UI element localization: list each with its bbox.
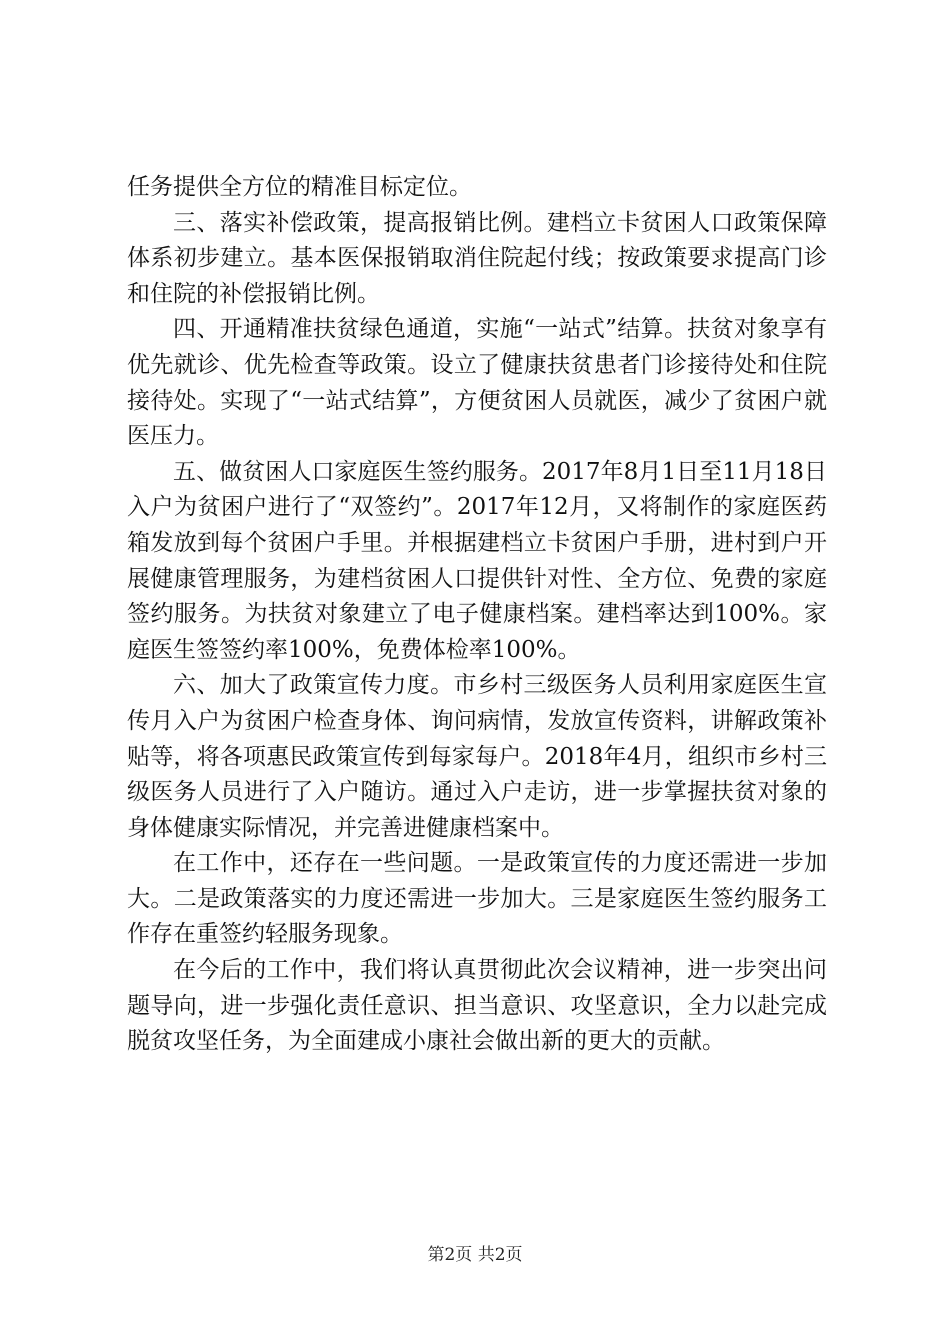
paragraph-problems: 在工作中，还存在一些问题。一是政策宣传的力度还需进一步加大。二是政策落实的力度还需进一步加大。三是家庭医生签约服务工作存在重签约轻服务现象。: [127, 850, 827, 948]
paragraph-section-six: 六、加大了政策宣传力度。市乡村三级医务人员利用家庭医生宣传月入户为贫困户检查身体、询问病情，发放宣传资料，讲解政策补贴等，将各项惠民政策宣传到每家每户。2018年4月，组织市乡村三级医务人员进行了入户随访。通过入户走访，进一步掌握扶贫对象的身体健康实际情况，并完善进健康档案中。: [127, 672, 827, 841]
document-body: [127, 170, 827, 1060]
paragraph-section-five: 五、做贫困人口家庭医生签约服务。2017年8月1日至11月18日入户为贫困户进行了“双签约”。2017年12月，又将制作的家庭医药箱发放到每个贫困户手里。并根据建档立卡贫困户手册，进村到户开展健康管理服务，为建档贫困人口提供针对性、全方位、免费的家庭签约服务。为扶贫对象建立了电子健康档案。建档率达到100%。家庭医生签签约率100%，免费体检率100%。: [127, 458, 827, 663]
paragraph-section-three: 三、落实补偿政策，提高报销比例。建档立卡贫困人口政策保障体系初步建立。基本医保报销取消住院起付线；按政策要求提高门诊和住院的补偿报销比例。: [127, 209, 827, 307]
page-footer: 第2页 共2页: [427, 1245, 523, 1265]
paragraph-section-four: 四、开通精准扶贫绿色通道，实施“一站式”结算。扶贫对象享有优先就诊、优先检查等政策。设立了健康扶贫患者门诊接待处和住院接待处。实现了“一站式结算”，方便贫困人员就医，减少了贫困户就医压力。: [127, 316, 827, 450]
paragraph-conclusion: 在今后的工作中，我们将认真贯彻此次会议精神，进一步突出问题导向，进一步强化责任意识、担当意识、攻坚意识，全力以赴完成脱贫攻坚任务，为全面建成小康社会做出新的更大的贡献。: [127, 957, 827, 1055]
paragraph-continuation: 任务提供全方位的精准目标定位。: [127, 174, 472, 200]
